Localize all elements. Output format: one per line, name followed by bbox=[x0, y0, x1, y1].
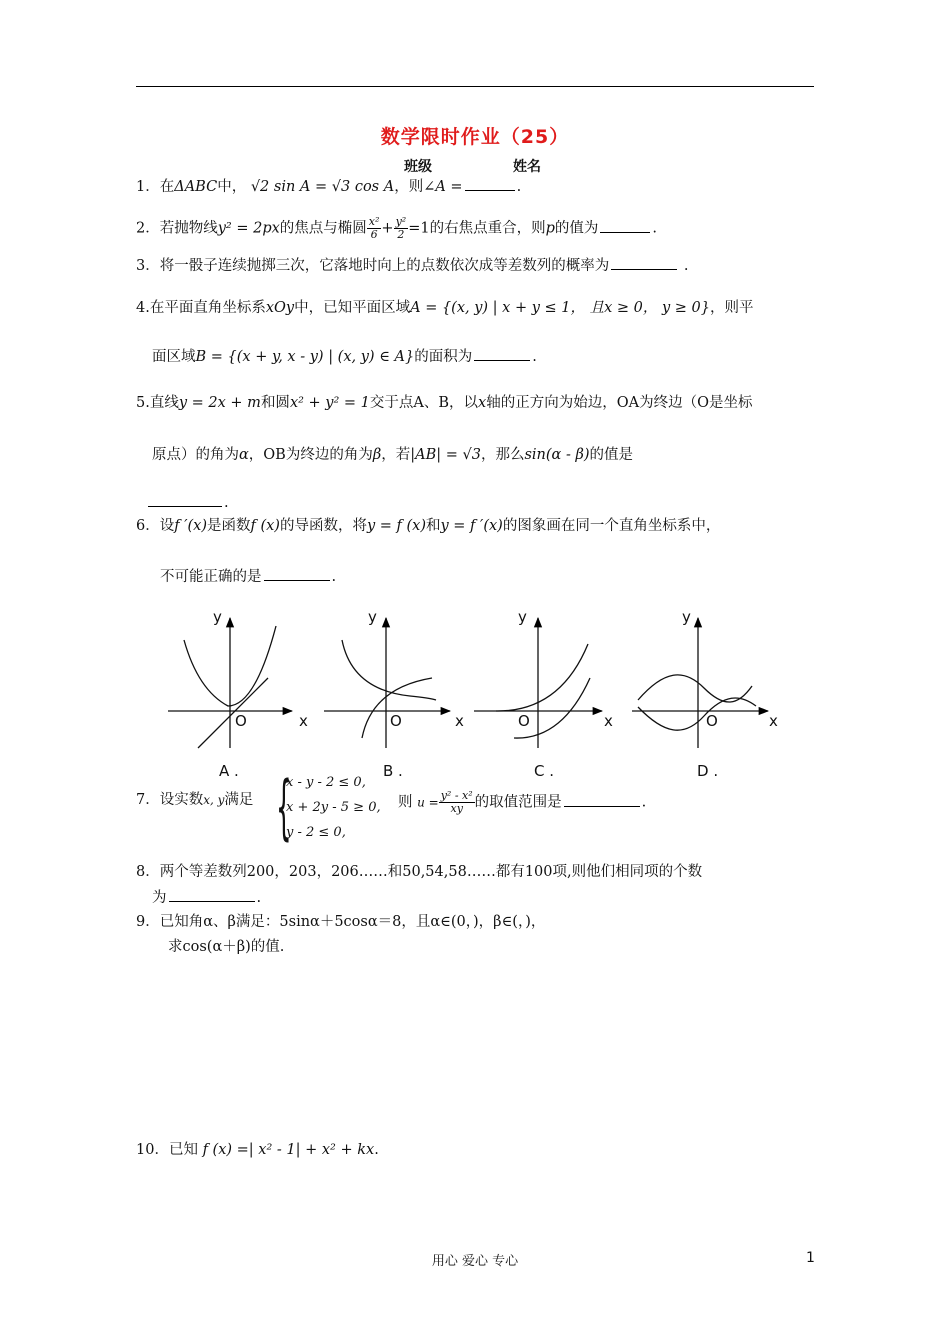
graph-c bbox=[474, 618, 602, 748]
question-7-expression: 则 u = $\frac{\text{y² - x²}}{xy}$ 的取值范围是 . bbox=[398, 789, 647, 815]
graph-d bbox=[632, 618, 768, 748]
graph-c-option[interactable]: C . bbox=[534, 762, 555, 780]
q10-expression: f (x) =| x² - 1| + x² + kx bbox=[202, 1142, 375, 1158]
question-6-line-2: 不可能正确的是 . bbox=[160, 566, 336, 587]
page-title: 数学限时作业（25） bbox=[380, 126, 570, 148]
question-10: 10．已知 f (x) =| x² - 1| + x² + kx. bbox=[136, 1142, 379, 1158]
graph-a bbox=[168, 618, 292, 748]
graph-b-y-label: y bbox=[368, 608, 377, 626]
constraint-system: { x - y - 2 ≤ 0, x + 2y - 5 ≥ 0, y - 2 ≤ 0, bbox=[276, 766, 381, 848]
line bbox=[198, 678, 268, 748]
graph-b-x-label: x bbox=[455, 712, 464, 730]
graph-c-x-label: x bbox=[604, 712, 613, 730]
question-8-line-2: 为 . bbox=[152, 887, 261, 908]
question-6-line-1: 6．设f ′(x)是函数f (x)的导函数，将y = f (x)和y = f ′(x)的图象画在同一个直角坐标系中， bbox=[136, 518, 721, 534]
question-5-line-3: . bbox=[146, 492, 229, 513]
question-1: 1．在ΔABC中， √2 sin A = √3 cos A，则∠A = . bbox=[136, 176, 521, 197]
graph-d-y-label: y bbox=[682, 608, 691, 626]
graph-a-option[interactable]: A . bbox=[219, 762, 239, 780]
question-9-line-1: 9．已知角α、β满足：5sinα＋5cosα＝8，且α∈(0，)，β∈(，)， bbox=[136, 914, 546, 930]
question-8-line-1: 8．两个等差数列200，203，206……和50,54,58……都有100项,则他们相同项的个数 bbox=[136, 864, 703, 880]
set-b: B = {(x + y, x - y) | (x, y) ∈ A} bbox=[195, 349, 415, 365]
question-7: 7．设实数x, y满足 bbox=[136, 792, 254, 808]
graph-a-x-label: x bbox=[299, 712, 308, 730]
curve bbox=[342, 640, 436, 700]
question-2: 2．若抛物线y² = 2px的焦点与椭圆 $\frac{\text{x²}}{6}$ + $\frac{\text{y²}}{2}$ =1的右焦点重合，则p的值为 . bbox=[136, 215, 657, 241]
question-5-line-2: 原点）的角为α，OB为终边的角为β，若|AB| = √3，那么sin(α - β)的值是 bbox=[152, 447, 633, 463]
name-label: 姓名 bbox=[513, 159, 541, 175]
question-3: 3．将一骰子连续抛掷三次，它落地时向上的点数依次成等差数列的概率为 . bbox=[136, 255, 688, 276]
page-footer: 用心 爱心 专心 bbox=[431, 1254, 519, 1269]
graph-d-option[interactable]: D . bbox=[697, 762, 719, 780]
brace: { bbox=[276, 766, 292, 848]
graph-b bbox=[324, 618, 450, 748]
curve bbox=[496, 644, 588, 711]
graph-b-option[interactable]: B . bbox=[383, 762, 403, 780]
question-4-line-2: 面区域B = {(x + y, x - y) | (x, y) ∈ A}的面积为 . bbox=[152, 346, 537, 367]
question-4-line-1: 4.在平面直角坐标系xOy中，已知平面区域A = {(x, y) | x + y ≤ 1， 且x ≥ 0， y ≥ 0}，则平 bbox=[136, 300, 754, 316]
graph-d-origin: O bbox=[706, 712, 718, 730]
class-label: 班级 bbox=[404, 159, 432, 175]
graph-c-y-label: y bbox=[518, 608, 527, 626]
answer-blank[interactable] bbox=[169, 887, 255, 902]
graph-b-origin: O bbox=[390, 712, 402, 730]
graph-a-origin: O bbox=[235, 712, 247, 730]
graph-c-origin: O bbox=[518, 712, 530, 730]
set-a: A = {(x, y) | x + y ≤ 1， 且x ≥ 0， y ≥ 0} bbox=[410, 300, 711, 316]
question-9-line-2: 求cos(α＋β)的值. bbox=[168, 939, 285, 955]
answer-blank[interactable] bbox=[564, 792, 640, 807]
graph-a-y-label: y bbox=[213, 608, 222, 626]
page-number: 1 bbox=[806, 1250, 815, 1266]
graph-d-x-label: x bbox=[769, 712, 778, 730]
q1-expression: √2 sin A = √3 cos A bbox=[250, 179, 395, 195]
curve bbox=[638, 698, 756, 730]
question-5-line-1: 5.直线y = 2x + m和圆x² + y² = 1交于点A、B，以x轴的正方向为始边，OA为终边（O是坐标 bbox=[136, 395, 753, 411]
